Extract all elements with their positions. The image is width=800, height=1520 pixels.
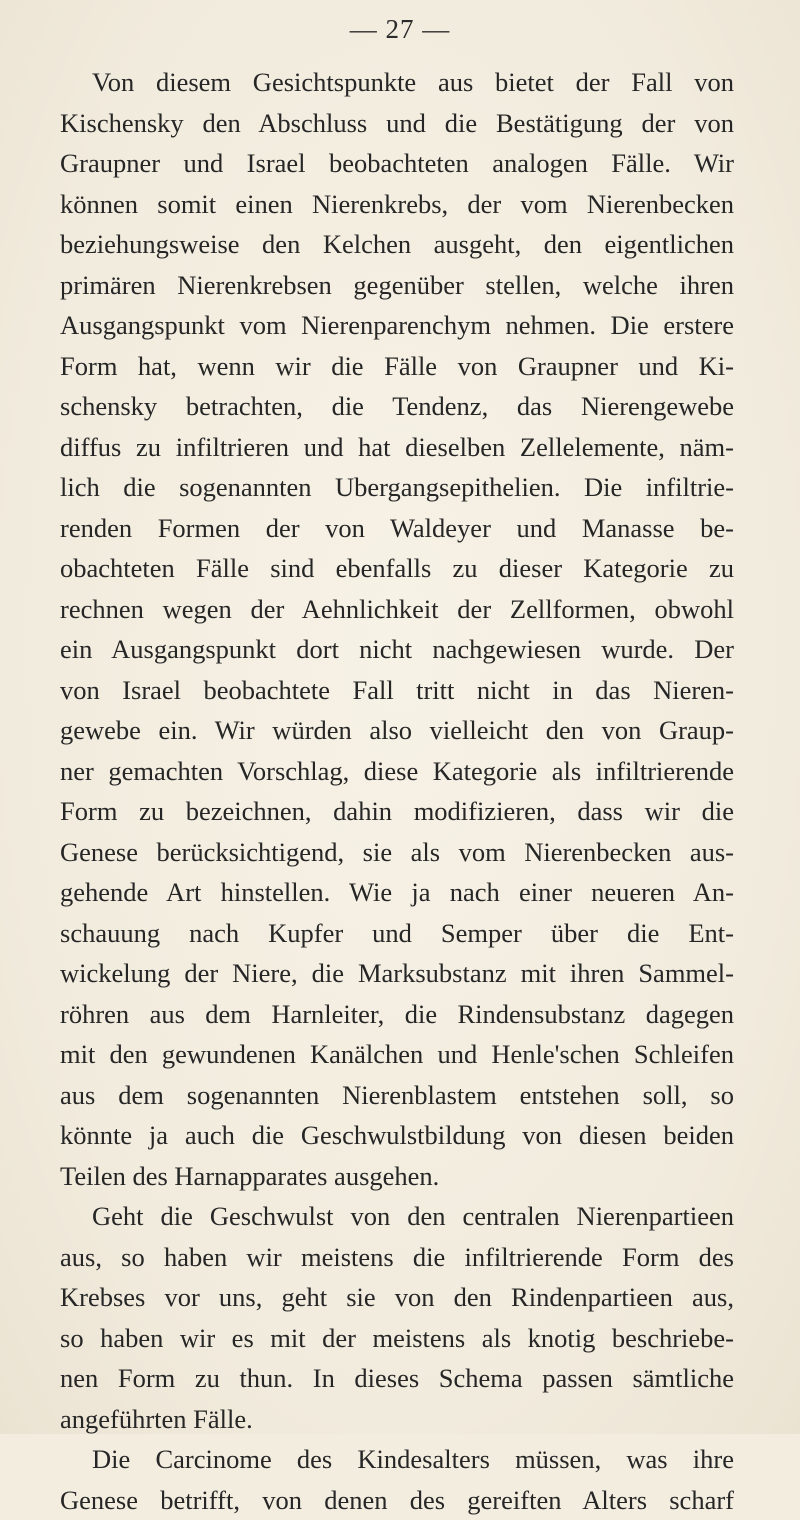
page-number: — 27 — — [0, 14, 800, 45]
text-line: Ausgangspunkt vom Nierenparenchym nehmen. Die erstere — [60, 305, 734, 346]
text-line: Geht die Geschwulst von den centralen Nierenpartieen — [60, 1196, 734, 1237]
text-line: primären Nierenkrebsen gegenüber stellen, welche ihren — [60, 265, 734, 306]
text-line: lich die sogenannten Ubergangsepithelien. Die infiltrie- — [60, 467, 734, 508]
text-line: ner gemachten Vorschlag, diese Kategorie als infiltrierende — [60, 751, 734, 792]
text-line: wickelung der Niere, die Marksubstanz mit ihren Sammel- — [60, 953, 734, 994]
text-line: schensky betrachten, die Tendenz, das Nierengewebe — [60, 386, 734, 427]
text-line: Form zu bezeichnen, dahin modifizieren, dass wir die — [60, 791, 734, 832]
text-line: ein Ausgangspunkt dort nicht nachgewiesen wurde. Der — [60, 629, 734, 670]
text-line: aus, so haben wir meistens die infiltrierende Form des — [60, 1237, 734, 1278]
text-line: Kischensky den Abschluss und die Bestätigung der von — [60, 103, 734, 144]
body-text — [60, 62, 734, 1520]
text-line: Teilen des Harnapparates ausgehen. — [60, 1156, 734, 1197]
text-line: aus dem sogenannten Nierenblastem entstehen soll, so — [60, 1075, 734, 1116]
text-line: Genese betrifft, von denen des gereiften Alters scharf — [60, 1480, 734, 1520]
text-line: Genese berücksichtigend, sie als vom Nierenbecken aus- — [60, 832, 734, 873]
text-line: Von diesem Gesichtspunkte aus bietet der Fall von — [60, 62, 734, 103]
text-line: von Israel beobachtete Fall tritt nicht in das Nieren- — [60, 670, 734, 711]
text-line: Graupner und Israel beobachteten analogen Fälle. Wir — [60, 143, 734, 184]
text-line: Die Carcinome des Kindesalters müssen, was ihre — [60, 1439, 734, 1480]
text-line: könnte ja auch die Geschwulstbildung von diesen beiden — [60, 1115, 734, 1156]
text-line: diffus zu infiltrieren und hat dieselben Zellelemente, näm- — [60, 427, 734, 468]
text-line: renden Formen der von Waldeyer und Manasse be- — [60, 508, 734, 549]
text-line: nen Form zu thun. In dieses Schema passen sämtliche — [60, 1358, 734, 1399]
text-line: angeführten Fälle. — [60, 1399, 734, 1440]
text-line: Krebses vor uns, geht sie von den Rindenpartieen aus, — [60, 1277, 734, 1318]
text-line: so haben wir es mit der meistens als knotig beschriebe- — [60, 1318, 734, 1359]
text-line: schauung nach Kupfer und Semper über die Ent- — [60, 913, 734, 954]
text-line: gehende Art hinstellen. Wie ja nach einer neueren An- — [60, 872, 734, 913]
text-line: gewebe ein. Wir würden also vielleicht den von Graup- — [60, 710, 734, 751]
text-line: obachteten Fälle sind ebenfalls zu dieser Kategorie zu — [60, 548, 734, 589]
text-line: mit den gewundenen Kanälchen und Henle'schen Schleifen — [60, 1034, 734, 1075]
text-line: beziehungsweise den Kelchen ausgeht, den eigentlichen — [60, 224, 734, 265]
text-line: rechnen wegen der Aehnlichkeit der Zellformen, obwohl — [60, 589, 734, 630]
text-line: röhren aus dem Harnleiter, die Rindensubstanz dagegen — [60, 994, 734, 1035]
text-line: können somit einen Nierenkrebs, der vom Nierenbecken — [60, 184, 734, 225]
text-line: Form hat, wenn wir die Fälle von Graupner und Ki- — [60, 346, 734, 387]
